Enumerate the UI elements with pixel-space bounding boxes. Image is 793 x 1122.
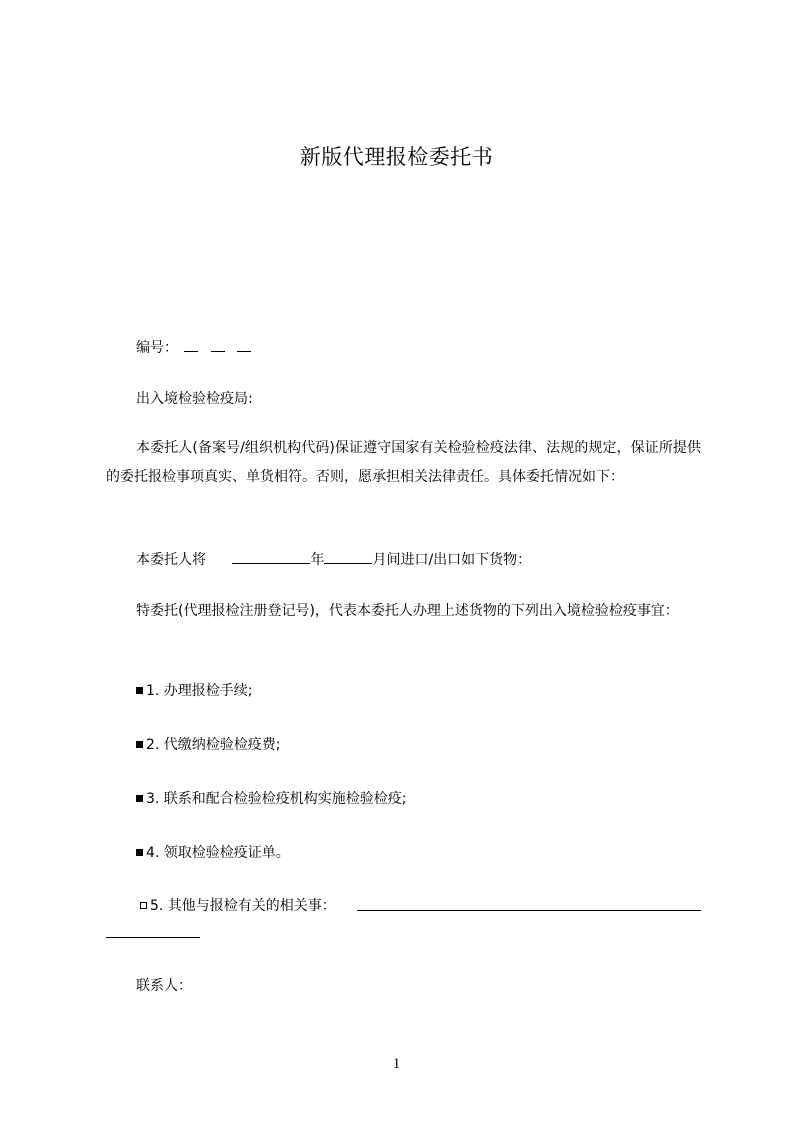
page-number: 1 xyxy=(392,1056,401,1072)
list-item-3 xyxy=(136,789,407,809)
number-blank-2 xyxy=(211,337,225,352)
paragraph-goods xyxy=(136,549,531,570)
list-item-1 xyxy=(136,681,253,701)
goods-text-start: 本委托人将 xyxy=(136,552,206,568)
list-item-text: 4. 领取检验检疫证单。 xyxy=(146,845,290,861)
other-matters-blank-continued xyxy=(106,937,200,938)
number-blank-1 xyxy=(184,337,198,352)
checked-box-icon xyxy=(136,687,143,694)
paragraph-guarantee: 本委托人(备案号/组织机构代码)保证遵守国家有关检验检疫法律、法规的规定，保证所提供的委托报检事项真实、单货相符。否则，愿承担相关法律责任。具体委托情况如下： xyxy=(106,440,701,485)
checked-box-icon xyxy=(136,795,143,802)
number-line xyxy=(136,337,251,358)
list-item-2 xyxy=(136,735,281,755)
document-title: 新版代理报检委托书 xyxy=(299,145,494,169)
year-blank xyxy=(232,549,310,564)
addressee: 出入境检验检疫局: xyxy=(136,391,253,407)
year-label: 年 xyxy=(310,552,325,568)
goods-text-end: 月间进口/出口如下货物： xyxy=(372,552,532,568)
list-item-text: 5. 其他与报检有关的相关事： xyxy=(150,898,336,914)
list-item-text: 1. 办理报检手续; xyxy=(146,683,253,699)
number-blank-3 xyxy=(237,337,251,352)
list-item-5 xyxy=(140,896,336,916)
other-matters-blank xyxy=(357,910,701,911)
number-label: 编号： xyxy=(136,340,178,356)
list-item-text: 2. 代缴纳检验检疫费; xyxy=(146,737,281,753)
paragraph-entrust: 特委托(代理报检注册登记号)，代表本委托人办理上述货物的下列出入境检验检疫事宜： xyxy=(136,603,679,619)
list-item-4 xyxy=(136,843,290,863)
list-item-text: 3. 联系和配合检验检疫机构实施检验检疫; xyxy=(146,791,407,807)
contact-label: 联系人： xyxy=(136,978,192,994)
checked-box-icon xyxy=(136,741,143,748)
unchecked-box-icon xyxy=(140,902,147,909)
month-blank xyxy=(324,549,372,564)
checked-box-icon xyxy=(136,849,143,856)
